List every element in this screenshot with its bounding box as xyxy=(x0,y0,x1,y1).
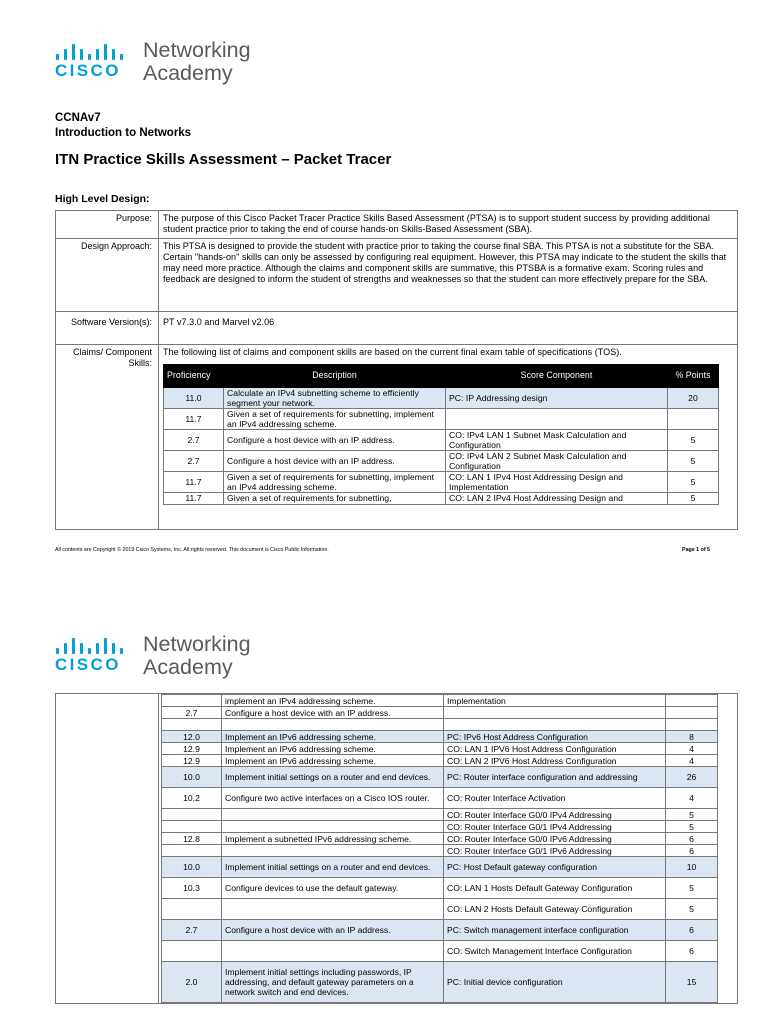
points-cell xyxy=(666,695,718,707)
claims-row xyxy=(56,344,738,529)
skills-table xyxy=(163,364,719,505)
points-cell: 4 xyxy=(666,743,718,755)
points-cell xyxy=(666,707,718,719)
table-row xyxy=(162,755,718,767)
score-component-cell xyxy=(444,707,666,719)
points-cell: 6 xyxy=(666,845,718,857)
proficiency-cell: 2.7 xyxy=(164,429,224,450)
description-cell xyxy=(222,809,444,821)
score-component-cell: CO: LAN 2 Hosts Default Gateway Configuration xyxy=(444,899,666,920)
points-cell: 5 xyxy=(668,492,719,504)
proficiency-cell: 12.8 xyxy=(162,833,222,845)
section-heading: High Level Design: xyxy=(55,193,150,205)
points-cell: 5 xyxy=(668,429,719,450)
description-cell xyxy=(222,845,444,857)
description-cell xyxy=(222,899,444,920)
claims-row-continued xyxy=(56,694,738,1004)
design-table-continued xyxy=(55,693,738,1004)
score-component-cell: PC: IP Addressing design xyxy=(446,387,668,408)
description-cell: Configure a host device with an IP address. xyxy=(224,429,446,450)
points-cell: 5 xyxy=(668,450,719,471)
proficiency-cell: 10.0 xyxy=(162,857,222,878)
table-row xyxy=(162,695,718,707)
points-cell xyxy=(668,408,719,429)
proficiency-cell: 2.7 xyxy=(162,707,222,719)
table-row xyxy=(162,743,718,755)
approach-row xyxy=(56,238,738,311)
points-cell: 10 xyxy=(666,857,718,878)
table-row xyxy=(162,920,718,941)
claims-label-cell xyxy=(56,694,159,1004)
points-cell: 6 xyxy=(666,833,718,845)
table-row xyxy=(164,492,719,504)
score-component-cell xyxy=(444,719,666,731)
score-component-cell: CO: LAN 2 IPV6 Host Address Configuration xyxy=(444,755,666,767)
points-cell: 15 xyxy=(666,962,718,1003)
table-row xyxy=(162,788,718,809)
proficiency-cell: 10.2 xyxy=(162,788,222,809)
table-row xyxy=(162,857,718,878)
description-cell: Implement an IPv6 addressing scheme. xyxy=(222,743,444,755)
score-component-cell: CO: Router Interface G0/1 IPv4 Addressing xyxy=(444,821,666,833)
document-page-2 xyxy=(0,618,768,1024)
score-component-cell: CO: LAN 1 IPV6 Host Address Configuration xyxy=(444,743,666,755)
description-cell: Configure a host device with an IP address. xyxy=(222,920,444,941)
score-component-cell: PC: IPv6 Host Address Configuration xyxy=(444,731,666,743)
table-row xyxy=(162,731,718,743)
logo-networking-text: Networking xyxy=(143,632,251,656)
description-cell xyxy=(222,941,444,962)
proficiency-cell xyxy=(162,695,222,707)
logo-academy-text: Academy xyxy=(143,61,233,85)
points-cell: 5 xyxy=(666,899,718,920)
purpose-row xyxy=(56,211,738,239)
points-cell: 20 xyxy=(668,387,719,408)
proficiency-cell: 11.0 xyxy=(164,387,224,408)
header-score-component: Score Component xyxy=(446,364,668,387)
score-component-cell xyxy=(446,408,668,429)
skills-table-body xyxy=(164,387,719,504)
description-cell: Configure two active interfaces on a Cisco IOS router. xyxy=(222,788,444,809)
score-component-cell: CO: IPv4 LAN 1 Subnet Mask Calculation and Configuration xyxy=(446,429,668,450)
cisco-wordmark: CISCO xyxy=(55,61,121,80)
proficiency-cell xyxy=(162,941,222,962)
points-cell xyxy=(666,719,718,731)
points-cell: 5 xyxy=(666,878,718,899)
table-row xyxy=(162,767,718,788)
course-heading xyxy=(55,111,191,141)
proficiency-cell xyxy=(162,809,222,821)
logo-networking-text: Networking xyxy=(143,38,251,62)
score-component-cell: CO: Router Interface G0/1 IPv6 Addressing xyxy=(444,845,666,857)
score-component-cell: CO: LAN 1 Hosts Default Gateway Configuration xyxy=(444,878,666,899)
table-row xyxy=(162,941,718,962)
description-cell: Configure a host device with an IP address. xyxy=(224,450,446,471)
table-row xyxy=(164,429,719,450)
points-cell: 4 xyxy=(666,755,718,767)
course-code: CCNAv7 xyxy=(55,112,101,124)
course-name: Introduction to Networks xyxy=(55,127,192,139)
proficiency-cell xyxy=(162,899,222,920)
score-component-cell: CO: Router Interface G0/0 IPv6 Addressing xyxy=(444,833,666,845)
description-cell: Implement initial settings on a router and end devices. xyxy=(222,767,444,788)
header-description: Description xyxy=(224,364,446,387)
points-cell: 8 xyxy=(666,731,718,743)
table-row xyxy=(164,387,719,408)
score-component-cell: CO: Router Interface Activation xyxy=(444,788,666,809)
proficiency-cell: 11.7 xyxy=(164,471,224,492)
proficiency-cell: 2.0 xyxy=(162,962,222,1003)
header-points: % Points xyxy=(668,364,719,387)
approach-label: Design Approach: xyxy=(56,238,159,311)
description-cell: Given a set of requirements for subnetting, xyxy=(224,492,446,504)
description-cell: Implement an IPv6 addressing scheme. xyxy=(222,755,444,767)
points-cell: 26 xyxy=(666,767,718,788)
proficiency-cell: 11.7 xyxy=(164,492,224,504)
proficiency-cell: 12.9 xyxy=(162,743,222,755)
table-row xyxy=(162,878,718,899)
claims-label: Claims/ Component Skills: xyxy=(56,344,159,529)
software-label: Software Version(s): xyxy=(56,311,159,344)
points-cell: 5 xyxy=(666,821,718,833)
cisco-bars-icon xyxy=(56,44,141,60)
description-cell: Given a set of requirements for subnetting, implement an IPv4 addressing scheme. xyxy=(224,408,446,429)
proficiency-cell xyxy=(162,845,222,857)
cisco-networking-academy-logo xyxy=(55,38,251,85)
table-row xyxy=(162,719,718,731)
header-proficiency: Proficiency xyxy=(164,364,224,387)
table-row xyxy=(162,845,718,857)
table-row xyxy=(162,833,718,845)
score-component-cell: PC: Router interface configuration and addressing xyxy=(444,767,666,788)
proficiency-cell: 12.9 xyxy=(162,755,222,767)
proficiency-cell xyxy=(162,719,222,731)
table-row xyxy=(164,471,719,492)
points-cell: 4 xyxy=(666,788,718,809)
score-component-cell: PC: Initial device configuration xyxy=(444,962,666,1003)
page-gap xyxy=(0,560,768,618)
points-cell: 5 xyxy=(666,809,718,821)
description-cell: Configure devices to use the default gateway. xyxy=(222,878,444,899)
purpose-text: The purpose of this Cisco Packet Tracer Practice Skills Based Assessment (PTSA) is to support student success by providing additional student practice prior to taking the end of course hands-on Skills-Based Assessment (SBA). xyxy=(159,211,738,239)
table-row xyxy=(162,899,718,920)
proficiency-cell: 10.3 xyxy=(162,878,222,899)
score-component-cell: CO: Router Interface G0/0 IPv4 Addressing xyxy=(444,809,666,821)
score-component-cell: CO: LAN 1 IPv4 Host Addressing Design and Implementation xyxy=(446,471,668,492)
software-text: PT v7.3.0 and Marvel v2.06 xyxy=(159,311,738,344)
cisco-networking-academy-logo xyxy=(55,632,251,679)
software-row xyxy=(56,311,738,344)
table-row xyxy=(162,707,718,719)
points-cell: 6 xyxy=(666,941,718,962)
description-cell xyxy=(222,719,444,731)
cisco-wordmark: CISCO xyxy=(55,655,121,674)
description-cell: Implement initial settings including passwords, IP addressing, and default gateway parameters on a network switch and end devices. xyxy=(222,962,444,1003)
page-number: Page 1 of 5 xyxy=(682,547,710,553)
table-row xyxy=(162,809,718,821)
approach-text: This PTSA is designed to provide the student with practice prior to taking the course final SBA. This PTSA is not a substitute for the SBA. Certain "hands-on" skills can only be assessed by configuring real equipment. However, this PTSA may indicate to the student the skills that may need more practice. Although the claims and component skills are summative, this PTSBA is a formative exam. Scoring rules and feedback are designed to inform the student of strengths and weaknesses so that the student can more effectively prepare for the SBA. xyxy=(159,238,738,311)
score-component-cell: CO: IPv4 LAN 2 Subnet Mask Calculation and Configuration xyxy=(446,450,668,471)
claims-text: The following list of claims and component skills are based on the current final exam table of specifications (TOS). xyxy=(163,346,622,357)
description-cell: Implement an IPv6 addressing scheme. xyxy=(222,731,444,743)
skills-table-header xyxy=(164,364,719,387)
description-cell xyxy=(222,821,444,833)
logo-academy-text: Academy xyxy=(143,655,233,679)
claims-cell xyxy=(159,344,738,529)
proficiency-cell: 10.0 xyxy=(162,767,222,788)
score-component-cell: PC: Host Default gateway configuration xyxy=(444,857,666,878)
proficiency-cell: 11.7 xyxy=(164,408,224,429)
copyright-text: All contents are Copyright © 2019 Cisco Systems, Inc. All rights reserved. This document is Cisco Public Information. xyxy=(55,547,329,553)
description-cell: implement an IPv4 addressing scheme. xyxy=(222,695,444,707)
claims-cell-continued xyxy=(159,694,738,1004)
points-cell: 5 xyxy=(668,471,719,492)
table-row xyxy=(164,408,719,429)
points-cell: 6 xyxy=(666,920,718,941)
score-component-cell: PC: Switch management interface configuration xyxy=(444,920,666,941)
page-footer xyxy=(55,547,710,553)
score-component-cell: CO: Switch Management Interface Configuration xyxy=(444,941,666,962)
skills-table-continued xyxy=(161,694,718,1003)
skills-table-body-continued xyxy=(162,695,718,1003)
proficiency-cell xyxy=(162,821,222,833)
design-table xyxy=(55,210,738,530)
table-row xyxy=(162,962,718,1003)
table-row xyxy=(164,450,719,471)
description-cell: Implement initial settings on a router and end devices. xyxy=(222,857,444,878)
proficiency-cell: 2.7 xyxy=(164,450,224,471)
description-cell: Given a set of requirements for subnetting, implement an IPv4 addressing scheme. xyxy=(224,471,446,492)
proficiency-cell: 2.7 xyxy=(162,920,222,941)
table-row xyxy=(162,821,718,833)
score-component-cell: CO: LAN 2 IPv4 Host Addressing Design and xyxy=(446,492,668,504)
cisco-bars-icon xyxy=(56,638,141,654)
score-component-cell: Implementation xyxy=(444,695,666,707)
purpose-label: Purpose: xyxy=(56,211,159,239)
proficiency-cell: 12.0 xyxy=(162,731,222,743)
page-title: ITN Practice Skills Assessment – Packet Tracer xyxy=(55,151,392,168)
description-cell: Calculate an IPv4 subnetting scheme to efficiently segment your network. xyxy=(224,387,446,408)
description-cell: Configure a host device with an IP address. xyxy=(222,707,444,719)
description-cell: Implement a subnetted IPv6 addressing scheme. xyxy=(222,833,444,845)
